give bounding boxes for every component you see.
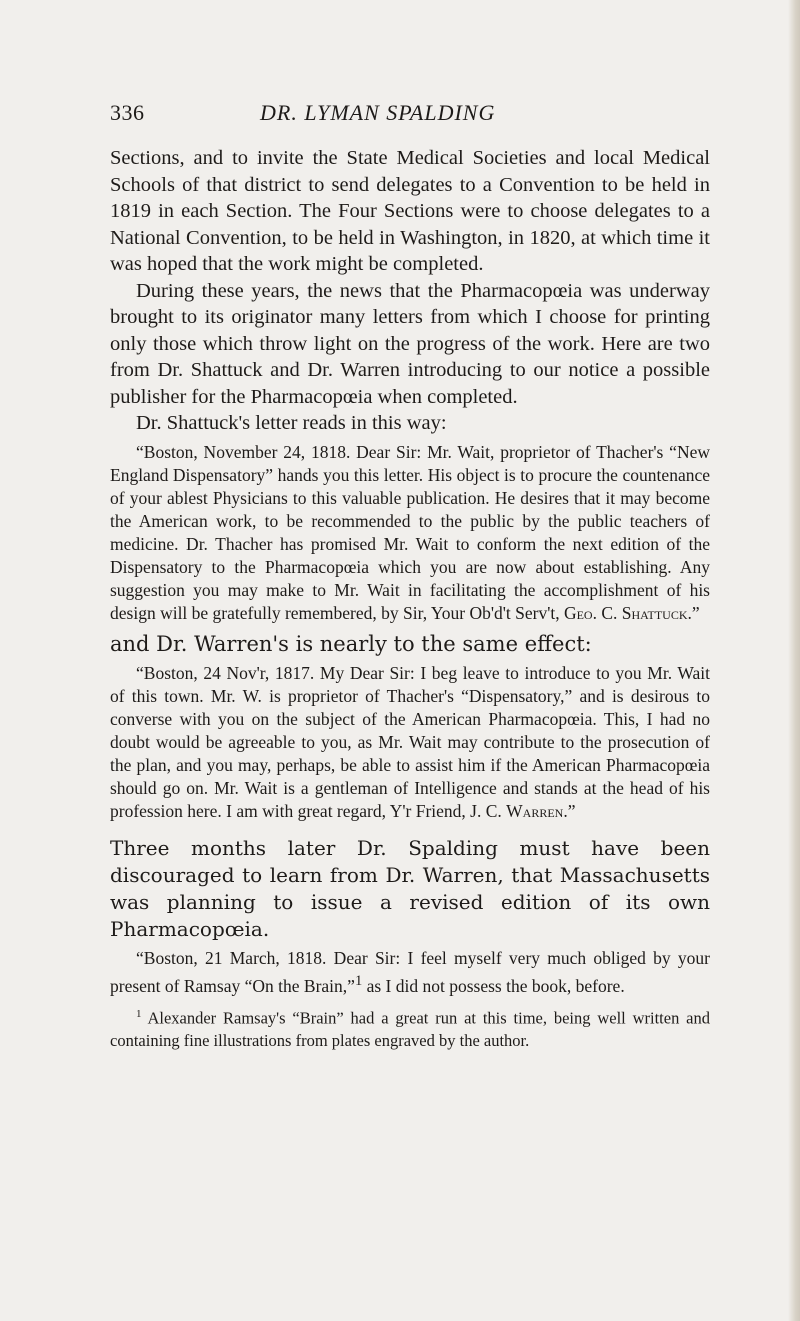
quote-shattuck-signature: Geo. C. Shattuck.” — [563, 602, 700, 623]
quote-ramsay-text: “Boston, 21 March, 1818. Dear Sir: I feel myself very much obliged by your present of Ramsay “On the Brain,” — [110, 947, 710, 996]
quote-warren-signature: Warren.” — [506, 800, 576, 821]
page-number: 336 — [110, 100, 145, 125]
running-head: DR. LYMAN SPALDING — [260, 100, 496, 125]
quote-warren-letter — [110, 662, 710, 823]
quote-ramsay-text-end: as I did not possess the book, before. — [362, 975, 625, 996]
footnote-reference: 1 — [354, 972, 363, 989]
paragraph-warren-intro: and Dr. Warren's is nearly to the same effect: — [110, 631, 592, 656]
paragraph-letters: During these years, the news that the Pharmacopœia was underway brought to its originator many letters from which I choose for printing only those which throw light on the progress of the work. Here are two from Dr. Shattuck and Dr. Warren introducing to our notice a possible publisher for the Pharmacopœia when completed. — [110, 279, 710, 408]
quote-ramsay-letter — [110, 947, 710, 998]
quote-shattuck-letter — [110, 441, 710, 625]
paragraph-sections: Sections, and to invite the State Medical Societies and local Medical Schools of that district to send delegates to a Convention to be held in 1819 in each Section. The Four Sections were to choose delegates to a National Convention, to be held in Washington, in 1820, at which time it was hoped that the work might be completed. — [110, 147, 710, 275]
quote-shattuck-text: “Boston, November 24, 1818. Dear Sir: Mr. Wait, proprietor of Thacher's “New England Dispensatory” hands you this letter. His object is to procure the countenance of your ablest Physicians to this valuable publication. He desires that it may become the American work, to be recommended to the public by the public teachers of medicine. Dr. Thacher has promised Mr. Wait to conform the next edition of the Dispensatory to the Pharmacopœia which you are now about establishing. Any suggestion you may make to Mr. Wait in facilitating the accomplishment of his design will be gratefully remembered, by Sir, Your Ob'd't Serv't, — [110, 441, 710, 623]
paragraph-three-months: Three months later Dr. Spalding must have been discouraged to learn from Dr. Warren, that Massachusetts was planning to issue a revised edition of its own Pharmacopœia. — [110, 835, 710, 941]
footnote-text: Alexander Ramsay's “Brain” had a great run at this time, being well written and containing fine illustrations from plates engraved by the author. — [110, 1008, 710, 1050]
quote-warren-text: “Boston, 24 Nov'r, 1817. My Dear Sir: I beg leave to introduce to you Mr. Wait of this town. Mr. W. is proprietor of Thacher's “Dispensatory,” and is desirous to converse with you on the subject of the American Pharmacopœia. This, I had no doubt would be agreeable to you, as Mr. Wait may contribute to the prosecution of the plan, and you may, perhaps, be able to assist him if the American Pharmacopœia should go on. Mr. Wait is a gentleman of Intelligence and stands at the head of his profession here. I am with great regard, Y'r Friend, J. C. — [110, 662, 710, 821]
footnote-number: 1 — [136, 1008, 142, 1021]
page-header — [110, 100, 710, 132]
footnote — [110, 1003, 710, 1052]
paragraph-shattuck-intro: Dr. Shattuck's letter reads in this way: — [136, 412, 447, 434]
page-text — [110, 145, 710, 1052]
page-edge-shadow — [788, 0, 800, 1321]
